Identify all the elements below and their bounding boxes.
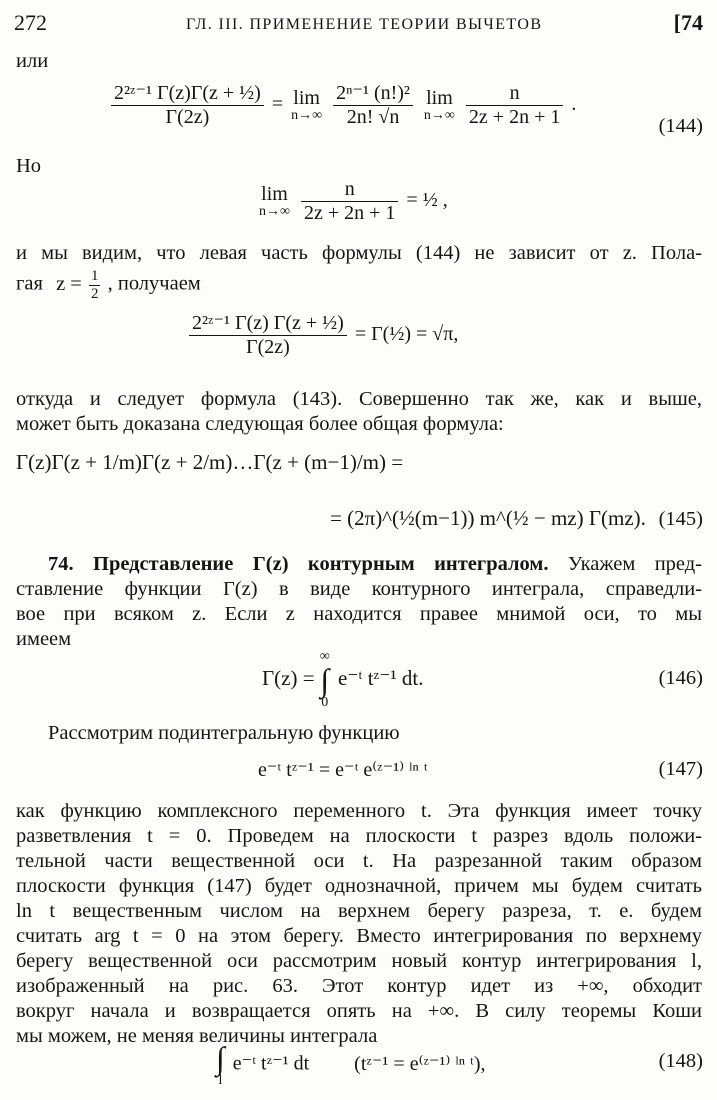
limit: lim n→∞ bbox=[291, 86, 323, 123]
text-line: тельной части вещественной оси t. На разрезанной таким образом bbox=[16, 850, 702, 872]
text-line: считать arg t = 0 на этом берегу. Вместо интегрирования по верхнему bbox=[16, 925, 702, 947]
text-line: вокруг начала и возвращается опять на +∞. В силу теоремы Коши bbox=[16, 1000, 702, 1022]
text-line: имеем bbox=[16, 628, 72, 650]
text-line: ставление функции Γ(z) в виде контурного интеграла, справедли- bbox=[16, 578, 702, 600]
section-74-first-line: 74. Представление Γ(z) контурным интегралом. Укажем пред- bbox=[48, 553, 703, 575]
fraction: $\frac{\text{2ⁿ⁻¹ (n!)²}}{2n! √n}$ bbox=[333, 82, 413, 129]
chapter-title: ГЛ. III. ПРИМЕНЕНИЕ ТЕОРИИ ВЫЧЕТОВ bbox=[186, 16, 543, 33]
text-line: разветвления t = 0. Проведем на плоскости t разрез вдоль положи- bbox=[16, 825, 702, 847]
equation-gamma-half: $\frac{\text{2²ᶻ⁻¹ Γ(z) Γ(z + ½)}}{\Gamma(2z)}$ = Γ(½) = √π, bbox=[186, 312, 458, 359]
limit: lim n→∞ bbox=[259, 182, 290, 219]
text-line: откуда и следует формула (143). Совершенно так же, как и выше, bbox=[16, 388, 702, 410]
section-heading: 74. Представление Γ(z) контурным интегралом. bbox=[48, 553, 549, 575]
equation-number: (146) bbox=[658, 667, 703, 689]
text-line: изображенный на рис. 63. Этот контур идет из +∞, обходит bbox=[16, 975, 702, 997]
equation-145-line-1: Γ(z)Γ(z + 1/m)Γ(z + 2/m)…Γ(z + (m−1)/m) = bbox=[16, 450, 404, 474]
equation-145-line-2: = (2π)^(½(m−1)) m^(½ − mz) Γ(mz). bbox=[330, 506, 646, 530]
text-line: вое при всяком z. Если z находится правее мнимой оси, то мы bbox=[16, 603, 702, 625]
equation-number: (147) bbox=[658, 758, 703, 780]
text-line: или bbox=[16, 50, 49, 72]
integral-sign: ∫ l bbox=[216, 1040, 225, 1088]
section-ref: [74 bbox=[673, 10, 703, 35]
fraction: $\frac{1}{2}$ bbox=[90, 268, 99, 302]
text-line: берегу вещественной оси рассмотрим новый контур интегрирования l, bbox=[16, 950, 702, 972]
fraction: $\frac{n}{2z + 2n + 1}$ bbox=[301, 178, 398, 225]
text-line: может быть доказана следующая более общая формула: bbox=[16, 413, 504, 435]
equation-144: $\frac{\text{2²ᶻ⁻¹ Γ(z)Γ(z + ½)}}{\Gamma(2z)}$ = lim n→∞ $\frac{\text{2ⁿ⁻¹ (n!)²}}{2n! √n}$ lim n→∞ $\frac{n}{2z + 2n + 1}$ . bbox=[108, 82, 576, 129]
limit: lim n→∞ bbox=[423, 86, 455, 123]
text-line: гая z = $\frac{1}{2}$ , получаем bbox=[16, 268, 201, 302]
fraction: $\frac{\text{2²ᶻ⁻¹ Γ(z) Γ(z + ½)}}{\Gamma(2z)}$ bbox=[189, 312, 347, 359]
text-line: ln t вещественным числом на верхнем берегу разреза, т. е. будем bbox=[16, 900, 702, 922]
running-header bbox=[14, 6, 703, 36]
equation-limit: lim n→∞ $\frac{n}{2z + 2n + 1}$ = ½ , bbox=[259, 178, 448, 224]
equation-number: (148) bbox=[658, 1050, 703, 1072]
text-line: как функцию комплексного переменного t. Эта функция имеет точку bbox=[16, 800, 702, 822]
text-line: Рассмотрим подинтегральную функцию bbox=[48, 722, 400, 744]
fraction: $\frac{n}{2z + 2n + 1}$ bbox=[466, 82, 563, 129]
equation-number: (145) bbox=[658, 508, 703, 530]
integral-sign: ∞ ∫ 0 bbox=[319, 649, 330, 710]
text-line: Но bbox=[16, 155, 42, 177]
text-line: мы можем, не меняя величины интеграла bbox=[16, 1025, 378, 1047]
page-number: 272 bbox=[14, 10, 47, 35]
equation-number: (144) bbox=[658, 115, 703, 137]
text-line: и мы видим, что левая часть формулы (144) не зависит от z. Пола- bbox=[16, 242, 702, 264]
equation-146: Γ(z) = ∞ ∫ 0 e⁻ᵗ tᶻ⁻¹ dt. bbox=[262, 649, 424, 710]
equation-147: e⁻ᵗ tᶻ⁻¹ = e⁻ᵗ e⁽ᶻ⁻¹⁾ ˡⁿ ᵗ bbox=[258, 759, 428, 781]
text-line: плоскости функция (147) будет однозначной, причем мы будем считать bbox=[16, 875, 702, 897]
fraction: $\frac{\text{2²ᶻ⁻¹ Γ(z)Γ(z + ½)}}{\Gamma(2z)}$ bbox=[111, 82, 264, 129]
equation-148: ∫ l e⁻ᵗ tᶻ⁻¹ dt (tᶻ⁻¹ = e⁽ᶻ⁻¹⁾ ˡⁿ ᵗ), bbox=[216, 1040, 486, 1088]
